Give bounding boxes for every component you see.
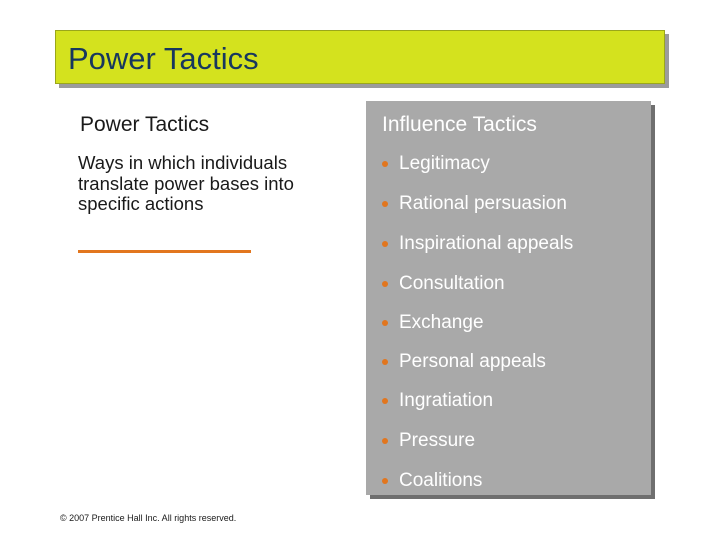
bullet-icon [382,438,388,444]
left-heading: Power Tactics [80,113,210,136]
title-bar [55,30,665,84]
list-item [382,151,490,177]
list-item [382,349,546,375]
bullet-icon [382,161,388,167]
list-item-label: Pressure [399,430,476,451]
list-item [382,310,484,336]
list-item-label: Coalitions [399,470,483,491]
accent-divider [78,250,251,253]
bullet-icon [382,201,388,207]
panel-heading: Influence Tactics [382,113,537,136]
list-item-label: Rational persuasion [399,193,567,214]
list-item [382,191,567,217]
list-item [382,428,475,454]
list-item [382,468,482,494]
list-item-label: Personal appeals [399,351,546,372]
copyright-notice: © 2007 Prentice Hall Inc. All rights reserved. [60,513,237,523]
list-item-label: Ingratiation [399,390,494,411]
bullet-icon [382,320,388,326]
bullet-icon [382,281,388,287]
list-item-label: Legitimacy [399,153,490,174]
bullet-icon [382,398,388,404]
slide-title: Power Tactics [68,41,259,76]
list-item-label: Consultation [399,273,505,294]
bullet-icon [382,478,388,484]
list-item-label: Inspirational appeals [399,233,574,254]
bullet-icon [382,359,388,365]
list-item [382,388,493,414]
list-item [382,271,505,297]
list-item [382,231,573,257]
influence-tactics-panel [366,101,651,495]
power-tactics-definition: Ways in which individuals translate power bases into specific actions [78,152,294,215]
list-item-label: Exchange [399,312,484,333]
bullet-icon [382,241,388,247]
